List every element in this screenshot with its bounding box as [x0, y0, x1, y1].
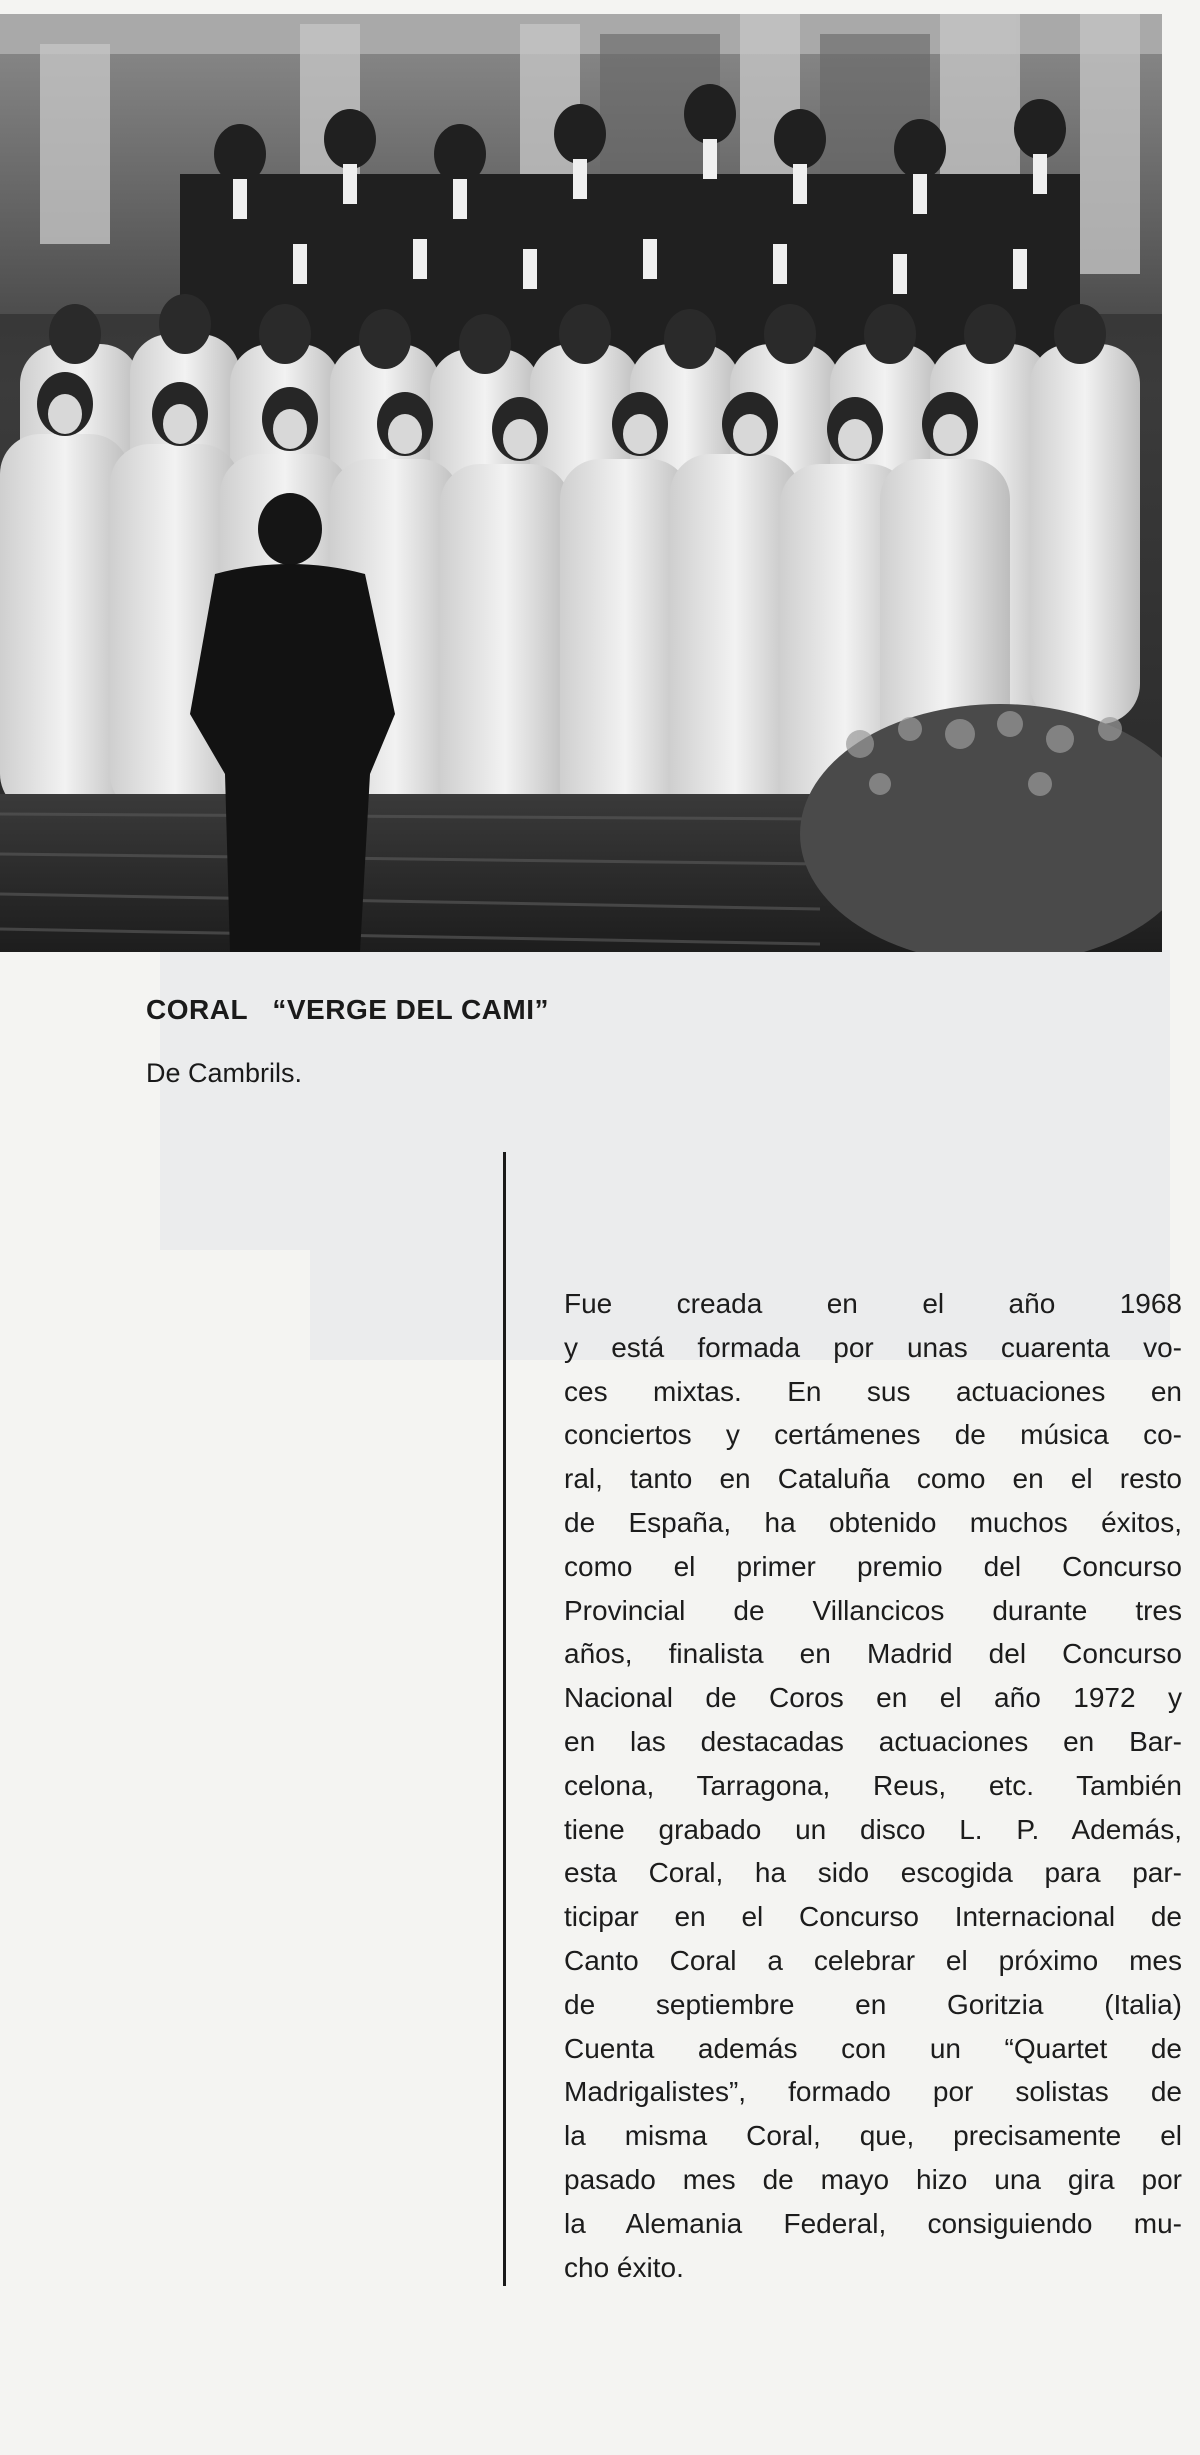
body-line: años, finalista en Madrid del Concurso [564, 1638, 1182, 1670]
body-line: en las destacadas actuaciones en Bar- [564, 1725, 1182, 1757]
body-line: ticipar en el Concurso Internacional de [564, 1901, 1182, 1933]
choir-photo [0, 14, 1162, 952]
body-line: de septiembre en Goritzia (Italia) [564, 1988, 1182, 2020]
body-line: de España, ha obtenido muchos éxitos, [564, 1506, 1182, 1538]
body-line: Fue creada en el año 1968 [564, 1288, 1182, 1319]
body-line: cho éxito. [564, 2251, 684, 2283]
caption-title: CORAL “VERGE DEL CAMI” [146, 994, 550, 1025]
body-line: conciertos y certámenes de música co- [564, 1419, 1182, 1451]
body-line: esta Coral, ha sido escogida para par- [564, 1857, 1182, 1889]
body-line: tiene grabado un disco L. P. Además, [564, 1813, 1182, 1845]
caption-subtitle: De Cambrils. [146, 1058, 303, 1088]
body-line: Canto Coral a celebrar el próximo mes [564, 1944, 1182, 1976]
body-line: ces mixtas. En sus actuaciones en [564, 1375, 1182, 1407]
body-line: Nacional de Coros en el año 1972 y [564, 1682, 1182, 1714]
body-line: como el primer premio del Concurso [564, 1550, 1182, 1582]
body-line: y está formada por unas cuarenta vo- [564, 1331, 1182, 1363]
article-body [564, 1282, 1182, 2289]
body-line: Provincial de Villancicos durante tres [564, 1594, 1182, 1626]
body-line: Cuenta además con un “Quartet de [564, 2032, 1182, 2064]
body-line: Madrigalistes”, formado por solistas de [564, 2076, 1182, 2108]
body-line: celona, Tarragona, Reus, etc. También [564, 1769, 1182, 1801]
body-line: pasado mes de mayo hizo una gira por [564, 2163, 1182, 2195]
body-line: la Alemania Federal, consiguiendo mu- [564, 2207, 1182, 2239]
body-line: ral, tanto en Cataluña como en el resto [564, 1463, 1182, 1495]
body-line: la misma Coral, que, precisamente el [564, 2120, 1182, 2152]
column-divider [503, 1152, 506, 2286]
